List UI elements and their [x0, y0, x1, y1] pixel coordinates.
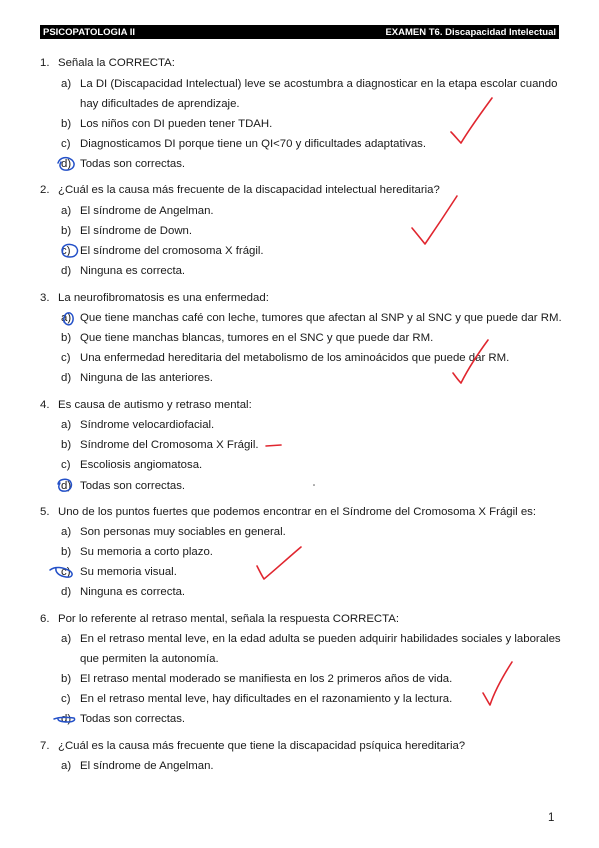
option-6a: a) En el retraso mental leve, en la edad adulta se pueden adquirir habilidades sociales y laborales [61, 633, 561, 645]
option-2c: c) El síndrome del cromosoma X frágil. [61, 245, 264, 257]
question-5: 5. Uno de los puntos fuertes que podemos encontrar en el Síndrome del Cromosoma X Frágil es: [40, 506, 537, 518]
option-3b: b) Que tiene manchas blancas, tumores en el SNC y que puede dar RM. [61, 332, 434, 344]
stray-dot [313, 484, 315, 486]
option-4c: c) Escoliosis angiomatosa. [61, 459, 203, 471]
question-4: 4. Es causa de autismo y retraso mental: [40, 399, 252, 411]
option-2a: a) El síndrome de Angelman. [61, 205, 214, 217]
course-title: PSICOPATOLOGIA II [43, 26, 136, 38]
option-3d: d) Ninguna de las anteriores. [61, 372, 213, 384]
exam-title: EXAMEN T6. Discapacidad Intelectual [385, 26, 556, 38]
question-text: Por lo referente al retraso mental, señala la respuesta CORRECTA: [58, 613, 400, 625]
dash-q4 [266, 445, 281, 446]
question-1: 1. Señala la CORRECTA: [40, 57, 175, 69]
option-1d: d) Todas son correctas. [61, 158, 186, 170]
question-6: 6. Por lo referente al retraso mental, señala la respuesta CORRECTA: [40, 613, 400, 625]
question-text: ¿Cuál es la causa más frecuente de la discapacidad intelectual hereditaria? [58, 184, 440, 196]
question-text: Uno de los puntos fuertes que podemos encontrar en el Síndrome del Cromosoma X Frágil es: [58, 506, 537, 518]
option-5a: a) Son personas muy sociables en general. [61, 526, 286, 538]
checkmark-q1 [451, 98, 492, 143]
checkmark-q6 [483, 662, 512, 705]
option-5d: d) Ninguna es correcta. [61, 586, 186, 598]
option-4a: a) Síndrome velocardiofacial. [61, 419, 215, 431]
question-text: ¿Cuál es la causa más frecuente que tiene la discapacidad psíquica hereditaria? [58, 740, 466, 752]
question-7: 7. ¿Cuál es la causa más frecuente que tiene la discapacidad psíquica hereditaria? [40, 740, 466, 752]
option-1a-continued: hay dificultades de aprendizaje. [80, 98, 240, 110]
option-1c: c) Diagnosticamos DI porque tiene un QI<70 y dificultades adaptativas. [61, 138, 427, 150]
option-6d: d) Todas son correctas. [61, 713, 186, 725]
question-text: La neurofibromatosis es una enfermedad: [58, 292, 269, 304]
option-1a: a) La DI (Discapacidad Intelectual) leve se acostumbra a diagnosticar en la etapa escolar cuando [61, 78, 558, 90]
question-2: 2. ¿Cuál es la causa más frecuente de la discapacidad intelectual hereditaria? [40, 184, 440, 196]
option-5b: b) Su memoria a corto plazo. [61, 546, 213, 558]
option-7a: a) El síndrome de Angelman. [61, 760, 214, 772]
question-text: Señala la CORRECTA: [58, 57, 175, 69]
option-6c: c) En el retraso mental leve, hay dificultades en el razonamiento y la lectura. [61, 693, 453, 705]
option-6b: b) El retraso mental moderado se manifiesta en los 2 primeros años de vida. [61, 673, 453, 685]
option-4d: d) Todas son correctas. [61, 480, 186, 492]
option-5c: c) Su memoria visual. [61, 566, 177, 578]
option-2b: b) El síndrome de Down. [61, 225, 193, 237]
option-1b: b) Los niños con DI pueden tener TDAH. [61, 118, 273, 130]
checkmark-q2 [412, 196, 457, 244]
question-text: Es causa de autismo y retraso mental: [58, 399, 252, 411]
option-6a-continued: que permiten la autonomía. [80, 653, 219, 665]
option-3a: a) Que tiene manchas café con leche, tumores que afectan al SNP y al SNC y que puede dar RM. [61, 312, 562, 324]
option-3c: c) Una enfermedad hereditaria del metabolismo de los aminoácidos que puede dar RM. [61, 352, 510, 364]
question-3: 3. La neurofibromatosis es una enfermedad: [40, 292, 269, 304]
checkmark-q5 [257, 547, 301, 579]
page-header [40, 25, 559, 39]
option-4b: b) Síndrome del Cromosoma X Frágil. [61, 439, 259, 451]
page-number: 1 [548, 812, 555, 824]
option-2d: d) Ninguna es correcta. [61, 265, 186, 277]
